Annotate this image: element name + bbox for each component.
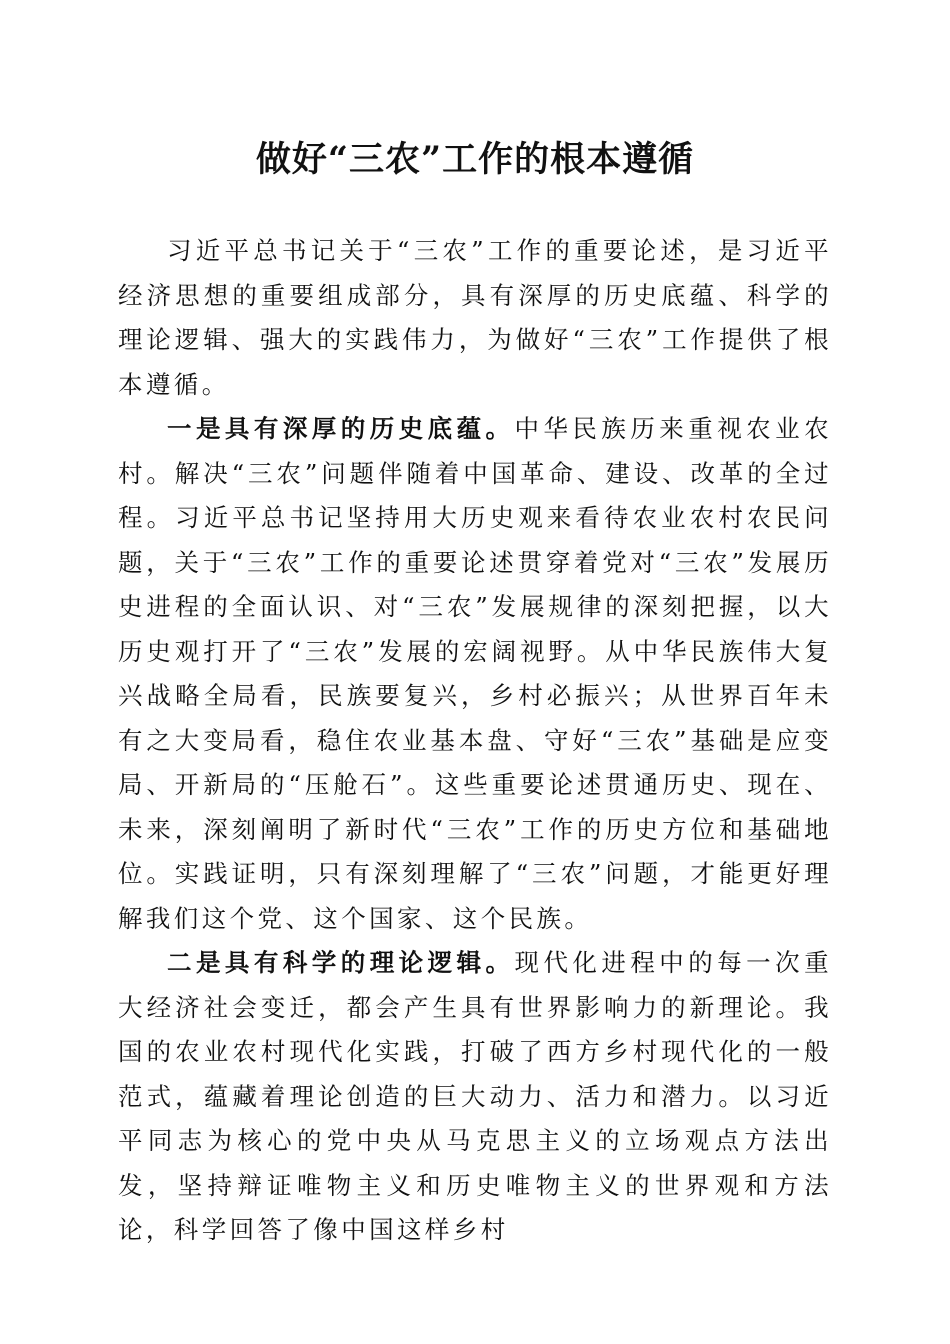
- paragraph-text: 现代化进程中的每一次重大经济社会变迁，都会产生具有世界影响力的新理论。我国的农业农村现代化实践，打破了西方乡村现代化的一般范式，蕴藏着理论创造的巨大动力、活力和潜力。以习近平同志为核心的党中央从马克思主义的立场观点方法出发，坚持辩证唯物主义和历史唯物主义的世界观和方法论，科学回答了像中国这样乡村: [118, 948, 832, 1244]
- document-body: [118, 229, 832, 1253]
- paragraph-history: [118, 407, 832, 941]
- paragraph-lead: 一是具有深厚的历史底蕴。: [167, 414, 515, 443]
- paragraph-text: 习近平总书记关于“三农”工作的重要论述，是习近平经济思想的重要组成部分，具有深厚的历史底蕴、科学的理论逻辑、强大的实践伟力，为做好“三农”工作提供了根本遵循。: [118, 236, 832, 399]
- paragraph-intro: [118, 229, 832, 407]
- paragraph-text: 中华民族历来重视农业农村。解决“三农”问题伴随着中国革命、建设、改革的全过程。习近平总书记坚持用大历史观来看待农业农村农民问题，关于“三农”工作的重要论述贯穿着党对“三农”发展历史进程的全面认识、对“三农”发展规律的深刻把握，以大历史观打开了“三农”发展的宏阔视野。从中华民族伟大复兴战略全局看，民族要复兴，乡村必振兴；从世界百年未有之大变局看，稳住农业基本盘、守好“三农”基础是应变局、开新局的“压舱石”。这些重要论述贯通历史、现在、未来，深刻阐明了新时代“三农”工作的历史方位和基础地位。实践证明，只有深刻理解了“三农”问题，才能更好理解我们这个党、这个国家、这个民族。: [118, 414, 832, 933]
- paragraph-lead: 二是具有科学的理论逻辑。: [167, 948, 515, 977]
- paragraph-theory: [118, 941, 832, 1253]
- document-title: 做好“三农”工作的根本遵循: [255, 139, 695, 180]
